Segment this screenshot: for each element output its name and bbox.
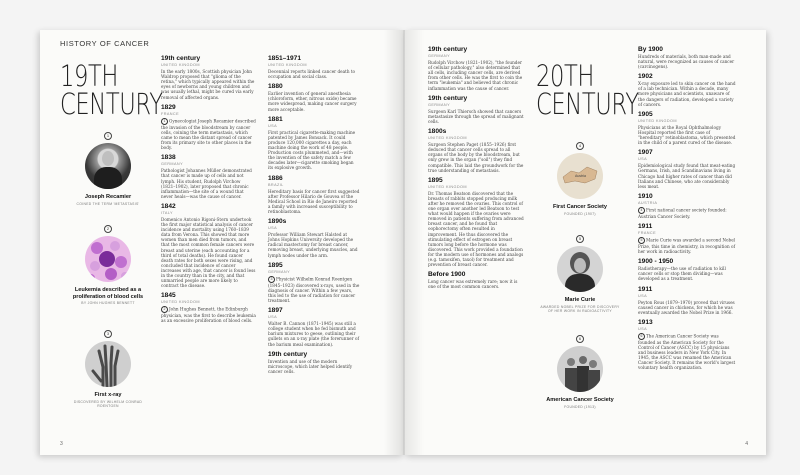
entry-text-block [428, 60, 524, 91]
right-page [404, 30, 766, 455]
entry-location: UNITED KINGDOM [638, 118, 677, 123]
entry-year: 1851–1971 [268, 55, 302, 62]
timeline-column-2 [268, 51, 360, 374]
entry-text: Pathologist Johannes Müller demonstrated that cancer is made up of cells and not lymph. His student, Rudolph Virchow (1821–1902), later proposed that chronic inflammation—the site of a wound that never heals—was the cause of cancer. [161, 168, 252, 199]
entry-year: 1800s [428, 128, 447, 136]
entry-text-block [161, 306, 256, 323]
entry-text-block [161, 168, 256, 199]
xray-hand-image [85, 341, 131, 387]
entry-text-block [638, 300, 736, 315]
entry-year: 1880 [268, 83, 283, 91]
timeline-entry [268, 307, 360, 347]
entry-text: First practical cigarette-making machine patented by James Bonsack. It could produce 120,000 cigarettes a day, each machine doing the work of 48 people. Production costs plummeted, and—with the invention of the safety match a few decades later—cigarette smoking began its explosive growth. [268, 129, 356, 171]
entry-location: UNITED KINGDOM [428, 136, 467, 141]
timeline-entry [268, 116, 360, 171]
entry-location: USA [638, 157, 648, 162]
entry-year: 1911 [638, 222, 653, 230]
entry-text: First national cancer society founded: Austrian Cancer Society. [638, 207, 727, 219]
entry-year: Before 1900 [428, 271, 466, 279]
figure-number: 3 [104, 330, 112, 338]
entry-location: GERMANY [268, 269, 290, 274]
figure-caption: Leukemia described as a proliferation of blood cells [72, 287, 144, 300]
entry-year: 1913 [638, 318, 653, 326]
portrait-curie-image [557, 246, 603, 292]
running-head: HISTORY OF CANCER [60, 39, 150, 48]
timeline-entry [268, 218, 360, 258]
entry-year: By 1900 [638, 46, 663, 53]
figure-reference-marker: 5 [638, 237, 645, 244]
figure-caption: First Cancer Society [552, 204, 608, 210]
entry-year: 1897 [268, 307, 283, 315]
entry-year: 1900 - 1950 [638, 258, 674, 266]
figure-number: 6 [576, 335, 584, 343]
timeline-entry [428, 95, 524, 124]
entry-text-block [161, 69, 256, 100]
entry-location: USA [638, 326, 648, 331]
entry-text: Hereditary basis for cancer first suggested after Professor Hilario de Gouvea of the Medical School in Rio de Janeiro reported a family with increased susceptibility to retinoblastoma. [268, 188, 360, 214]
entry-text-block [428, 109, 524, 124]
entry-text-block [638, 237, 736, 254]
entry-location: FRANCE [638, 230, 657, 235]
entry-location: UNITED KINGDOM [268, 63, 307, 67]
entry-text-block [638, 125, 736, 145]
timeline-entry [268, 83, 360, 111]
timeline-entry [161, 203, 256, 288]
figure-number: 4 [576, 142, 584, 150]
entry-text-block [638, 207, 736, 219]
entry-text-block [428, 191, 524, 267]
figure-caption: Joseph Recamier [84, 194, 132, 200]
entry-text-block [428, 142, 524, 173]
entry-year: 19th century [428, 46, 468, 53]
left-page [40, 30, 404, 455]
figure-subcaption: FOUNDED (1907) [564, 211, 596, 216]
entry-text: X-ray exposure led to skin cancer on the hand of a lab technician. Within a decade, many more physicians and scientists, unaware of the dangers of radiation, developed a variety of cancers. [638, 81, 736, 107]
entry-year: 1890s [268, 218, 287, 226]
timeline-entry [428, 271, 524, 289]
timeline-entry [638, 111, 736, 145]
entry-text-block [268, 130, 360, 171]
timeline-entry [268, 55, 360, 79]
entry-text-block [161, 217, 256, 288]
page-number: 3 [60, 441, 63, 447]
entry-year: 1902 [638, 73, 653, 81]
entry-text-block [638, 266, 736, 281]
entry-location: BRAZIL [268, 182, 284, 187]
figure-number: 1 [104, 132, 112, 140]
entry-text: Physicist Wilhelm Konrad Roentgen (1845–1923) discovered x-rays, used in the diagnosis of cancer. Within a few years, this led to the use of radiation for cancer treatment. [268, 276, 360, 303]
figure-reference-marker: 1 [161, 118, 168, 125]
entry-text: John Hughes Bennett, the Edinburgh physician, was the first to describe leukemia as an excessive proliferation of blood cells. [161, 306, 256, 324]
entry-text: Decennial reports linked cancer death to occupation and social class. [268, 69, 356, 80]
entry-location: USA [268, 226, 278, 231]
figure-reference-marker: 3 [268, 276, 275, 283]
figure-number: 5 [576, 235, 584, 243]
figure-caption: Marie Curie [564, 297, 596, 303]
entry-text: Physicians at the Royal Ophthalmology Hospital reported the first case of "hereditary" retinoblastoma, which presented in the child of a parent cured of the disease. [638, 124, 736, 146]
timeline-column-1 [428, 42, 524, 289]
entry-text: Gynecologist Joseph Recamier described the invasion of the bloodstream by cancer cells, coining the term metastasis, which came to mean the distant spread of cancer from its primary site to other places in the body. [161, 118, 256, 151]
entry-location: GERMANY [428, 102, 450, 107]
entry-location: USA [268, 315, 278, 320]
timeline-entry [268, 262, 360, 303]
page-title-19th: 19TH CENTURY [60, 59, 163, 121]
timeline-entry [428, 46, 524, 91]
timeline-entry [161, 154, 256, 199]
entry-year: 1911 [638, 285, 653, 293]
figure-subcaption: COINED THE TERM 'METASTASIS' [76, 201, 140, 206]
entry-text: Dr. Thomas Beatson discovered that the breasts of rabbits stopped producing milk after he removed the ovaries. This control of one organ over another led Beatson to test what would happen if the ovaries were removed in patients suffering from advanced breast cancer, and he found that oophorectomy often resulted in improvement. He thus discovered the stimulating effect of estrogen on breast tumors long before the hormone was discovered. This work provided a foundation for the modern use of hormones and analogs (e.g. tamoxifen, taxol) for treatment and prevention of breast cancer. [428, 190, 524, 268]
austria-map-image [557, 153, 603, 199]
figure-marie-curie [540, 235, 620, 313]
entry-text-block [638, 81, 736, 106]
figure-leukemia [68, 225, 148, 305]
entry-text: Surgeon Karl Thiersch showed that cancers metastasize through the spread of malignant cells. [428, 108, 524, 124]
society-photo-image [557, 346, 603, 392]
figure-first-cancer-society [540, 142, 620, 216]
figure-number: 2 [104, 225, 112, 233]
entry-text: Rudolph Virchow (1821–1902), "the founder of cellular pathology," also determined that all cells, including cancer cells, are derived from other cells. He was the first to coin the term "leukemia" and believed that chronic inflammation was the cause of cancer. [428, 60, 523, 91]
entry-location: FRANCE [161, 111, 180, 116]
figure-joseph-recamier [68, 132, 148, 206]
entry-year: 1886 [268, 174, 283, 182]
figure-subcaption: BY JOHN HUGHES BENNETT [81, 301, 135, 305]
entry-location: USA [638, 293, 648, 298]
entry-year: 1905 [638, 110, 653, 118]
entry-text-block [638, 54, 736, 69]
timeline-entry [268, 351, 360, 374]
figure-first-xray [68, 330, 148, 408]
timeline-entry [638, 149, 736, 189]
entry-text: Invention and use of the modern microscope, which later helped identify cancer cells. [268, 358, 353, 374]
timeline-entry [161, 292, 256, 323]
entry-year: 1838 [161, 154, 176, 162]
entry-text: In the early 1800s, Scottish physician John Waldrop proposed that "glioma of the retina," which typically appeared within the eyes of newborns and young children and was usually lethal, might be cured via early removal of affected organs. [161, 69, 255, 100]
entry-year: 1895 [268, 261, 283, 269]
figure-caption: First x-ray [94, 392, 122, 398]
timeline-entry [161, 55, 256, 100]
entry-text-block [268, 189, 360, 214]
entry-text: Peyton Rous (1879–1970) proved that viruses caused cancer in chickens, for which he was eventually awarded the Nobel Prize in 1966. [638, 299, 735, 315]
entry-location: UNITED KINGDOM [161, 300, 200, 305]
entry-year: 1842 [161, 202, 176, 210]
entry-text: Earlier invention of general anesthesia (chloroform, ether, nitrous oxide) became more widespread, making cancer surgery more acceptable. [268, 91, 357, 112]
entry-year: 19th century [161, 55, 201, 62]
entry-text: Professor William Stewart Halsted at Johns Hopkins University developed the radical mastectomy for breast cancer, removing breast, underlying muscles, and lymph nodes under the arm. [268, 232, 358, 258]
blood-cells-image [85, 236, 131, 282]
entry-location: USA [268, 123, 278, 128]
entry-year: 1881 [268, 115, 283, 123]
entry-year: 1845 [161, 292, 176, 300]
figure-american-cancer-society [540, 335, 620, 409]
figure-subcaption: DISCOVERED BY WILHELM CONRAD ROENTGEN [73, 399, 143, 408]
entry-year: 19th century [268, 350, 308, 358]
entry-text: Walter B. Cannon (1871–1945) was still a college student when he fed bismuth and barium mixtures to geese, outlining their gullets on an x-ray plate (the forerunner of the barium meal examination). [268, 321, 360, 347]
entry-text: Hundreds of materials, both man-made and natural, were recognized as causes of cancer (carcinogens). [638, 54, 735, 70]
timeline-entry [638, 193, 736, 219]
timeline-column-2 [638, 42, 736, 371]
portrait-recamier-image [85, 143, 131, 189]
timeline-entry [638, 223, 736, 254]
entry-location: ITALY [161, 210, 173, 215]
entry-text-block [638, 163, 736, 188]
entry-text-block [268, 359, 360, 374]
entry-text-block [638, 333, 736, 371]
figure-reference-marker: 2 [161, 306, 168, 313]
entry-text-block [268, 276, 360, 303]
timeline-entry [268, 175, 360, 215]
entry-location: GERMANY [428, 54, 450, 58]
entry-text: Long cancer was extremely rare; now it is one of the most common cancers. [428, 279, 518, 290]
entry-text-block [161, 118, 256, 150]
timeline-entry [638, 46, 736, 69]
entry-text-block [268, 321, 360, 346]
entry-location: AUSTRIA [638, 200, 658, 205]
entry-text: Domenico Antonio Rigoni-Stern undertook the first major statistical analysis of cancer incidence and mortality using 1760–1839 data from Verona. This showed that more women than men died from tumors, and that the most common female cancers were breast and uterine (each accounting for a third of total deaths). He found cancer death rates for both sexes were rising, and concluded that incidence of cancer increases with age, that cancer is found less in the country than in the city, and that unmarried people are more likely to contract the disease. [161, 216, 256, 289]
entry-text: Epidemiological study found that meat-eating Germans, Irish, and Scandinavians living in Chicago had higher rates of cancer than did Italians and Chinese, who ate considerably less meat. [638, 163, 736, 189]
entry-text-block [268, 69, 360, 79]
timeline-entry [638, 258, 736, 281]
entry-location: UNITED KINGDOM [428, 184, 467, 189]
entry-text: Radiotherapy—the use of radiation to kill cancer cells or stop them dividing—was developed as a treatment. [638, 266, 726, 282]
entry-location: UNITED KINGDOM [161, 63, 200, 67]
timeline-entry [638, 286, 736, 315]
figure-reference-marker: 6 [638, 333, 645, 340]
map-label: Austria [575, 174, 586, 178]
timeline-entry [161, 104, 256, 151]
timeline-column-1 [161, 51, 256, 324]
timeline-entry [638, 73, 736, 106]
page-title-20th: 20TH CENTURY [536, 59, 639, 121]
timeline-entry [638, 319, 736, 371]
entry-year: 1829 [161, 103, 176, 111]
entry-year: 19th century [428, 94, 468, 102]
entry-year: 1907 [638, 149, 653, 157]
entry-text: The American Cancer Society was founded as the American Society for the Control of Cancer (ASCC) by 15 physicians and business leaders in New York City. In 1945, the ASCC was renamed the American Cancer Society. It remains the world's largest voluntary health organization. [638, 333, 736, 371]
entry-text-block [268, 232, 360, 257]
entry-text: Marie Curie was awarded a second Nobel Prize, this time in chemistry, in recognition of her work in radioactivity. [638, 237, 736, 255]
page-number: 4 [745, 441, 748, 447]
figure-subcaption: FOUNDED (1913) [564, 404, 596, 409]
entry-year: 1895 [428, 176, 443, 184]
entry-text: Surgeon Stephen Paget (1855–1926) first deduced that cancer cells spread to all organs of the body by the bloodstream, but only grew in the organ ("soil") they find compatible. This laid the groundwork for the true understanding of metastasis. [428, 142, 524, 173]
entry-text-block [268, 91, 360, 111]
entry-location: GERMANY [161, 162, 183, 167]
timeline-entry [428, 128, 524, 173]
timeline-entry [428, 177, 524, 268]
figure-subcaption: AWARDED NOBEL PRIZE FOR DISCOVERY OF HER WORK IN RADIOACTIVITY [540, 304, 620, 313]
figure-reference-marker: 4 [638, 207, 645, 214]
entry-text-block [428, 279, 524, 289]
entry-year: 1910 [638, 192, 653, 200]
figure-caption: American Cancer Society [546, 397, 614, 403]
